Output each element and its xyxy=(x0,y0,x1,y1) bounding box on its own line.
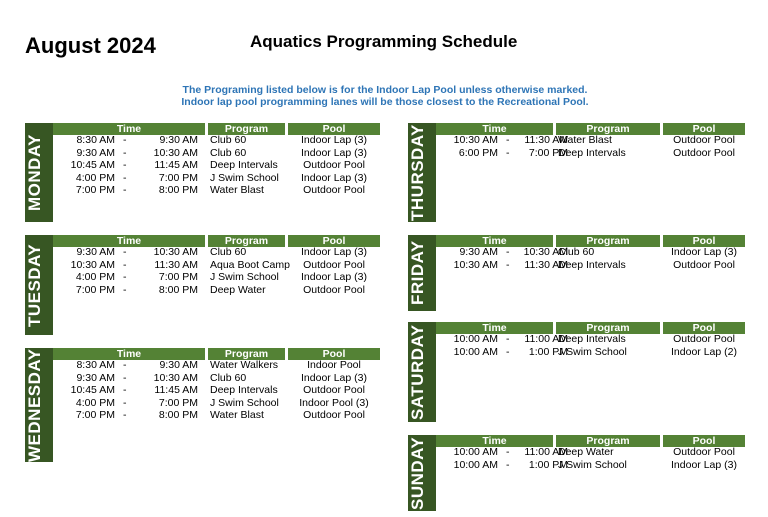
pool-name: Indoor Lap (3) xyxy=(301,134,367,146)
end-time: 10:30 AM xyxy=(153,146,198,159)
start-time: 4:00 PM xyxy=(75,396,115,409)
program-name: Deep Intervals xyxy=(558,258,626,271)
column-header-time: Time xyxy=(53,235,205,247)
time-dash: - xyxy=(506,345,510,358)
end-time: 8:00 PM xyxy=(158,184,198,196)
end-time: 10:30 AM xyxy=(523,246,568,258)
start-time: 4:00 PM xyxy=(75,171,115,184)
start-time: 6:00 PM xyxy=(458,146,498,159)
column-header-time: Time xyxy=(436,322,553,334)
start-time: 9:30 AM xyxy=(76,371,115,384)
column-header-time: Time xyxy=(436,235,553,247)
end-time: 10:30 AM xyxy=(153,371,198,384)
end-time: 7:00 PM xyxy=(158,396,198,409)
end-time: 11:00 AM xyxy=(524,333,568,345)
end-time: 11:00 AM xyxy=(524,446,568,458)
end-time: 9:30 AM xyxy=(159,359,198,371)
start-time: 4:00 PM xyxy=(75,271,115,283)
column-header-time: Time xyxy=(436,123,553,135)
program-name: Club 60 xyxy=(210,246,247,258)
column-header-time: Time xyxy=(436,435,553,447)
program-name: Water Walkers xyxy=(210,359,279,371)
column-header-time: Time xyxy=(53,348,205,360)
time-dash: - xyxy=(123,159,127,171)
column-header-program: Program xyxy=(556,322,660,334)
pool-name: Indoor Lap (3) xyxy=(671,458,737,471)
start-time: 8:30 AM xyxy=(76,359,115,371)
time-dash: - xyxy=(506,333,510,345)
program-name: Deep Water xyxy=(210,283,266,296)
program-name: Water Blast xyxy=(558,134,612,146)
time-dash: - xyxy=(123,246,127,258)
end-time: 7:00 PM xyxy=(158,271,198,283)
day-label: SATURDAY xyxy=(408,322,436,422)
end-time: 11:45 AM xyxy=(154,159,198,171)
pool-name: Indoor Lap (2) xyxy=(671,345,737,358)
pool-name: Outdoor Pool xyxy=(673,446,735,458)
column-header-pool: Pool xyxy=(663,322,745,334)
time-dash: - xyxy=(123,384,127,396)
end-time: 8:00 PM xyxy=(158,409,198,421)
column-header-pool: Pool xyxy=(663,235,745,247)
program-name: Club 60 xyxy=(210,134,247,146)
end-time: 9:30 AM xyxy=(159,134,198,146)
time-dash: - xyxy=(123,359,127,371)
time-dash: - xyxy=(506,134,510,146)
pool-name: Outdoor Pool xyxy=(673,134,735,146)
end-time: 11:45 AM xyxy=(154,384,198,396)
pool-name: Outdoor Pool xyxy=(303,384,365,396)
pool-name: Indoor Lap (3) xyxy=(301,271,367,283)
program-name: Water Blast xyxy=(210,409,264,421)
note-line-2: Indoor lap pool programming lanes will be those closest to the Recreational Pool. xyxy=(181,96,589,108)
pool-name: Outdoor Pool xyxy=(303,184,365,196)
start-time: 10:45 AM xyxy=(70,159,115,171)
time-dash: - xyxy=(123,271,127,283)
program-name: Deep Intervals xyxy=(558,333,626,345)
start-time: 7:00 PM xyxy=(75,409,115,421)
start-time: 8:30 AM xyxy=(76,134,115,146)
day-label: MONDAY xyxy=(25,123,53,222)
time-dash: - xyxy=(123,146,127,159)
end-time: 11:30 AM xyxy=(524,258,568,271)
start-time: 9:30 AM xyxy=(76,146,115,159)
column-header-pool: Pool xyxy=(663,123,745,135)
note-line-1: The Programing listed below is for the Indoor Lap Pool unless otherwise marked. xyxy=(182,84,588,96)
time-dash: - xyxy=(123,258,127,271)
end-time: 7:00 PM xyxy=(158,171,198,184)
program-name: Club 60 xyxy=(210,371,247,384)
column-header-program: Program xyxy=(556,235,660,247)
pool-name: Indoor Lap (3) xyxy=(671,246,737,258)
page-title: Aquatics Programming Schedule xyxy=(250,32,518,51)
time-dash: - xyxy=(123,396,127,409)
start-time: 10:00 AM xyxy=(453,333,498,345)
column-header-pool: Pool xyxy=(288,123,380,135)
program-name: Water Blast xyxy=(210,184,264,196)
column-header-time: Time xyxy=(53,123,205,135)
day-label: SUNDAY xyxy=(408,435,436,511)
program-name: Club 60 xyxy=(558,246,595,258)
pool-name: Outdoor Pool xyxy=(673,333,735,345)
start-time: 10:00 AM xyxy=(453,345,498,358)
pool-name: Indoor Lap (3) xyxy=(301,371,367,384)
program-name: J Swim School xyxy=(210,171,279,184)
end-time: 11:30 AM xyxy=(154,258,198,271)
time-dash: - xyxy=(506,146,510,159)
start-time: 10:30 AM xyxy=(453,134,498,146)
day-label: WEDNESDAY xyxy=(25,348,53,462)
start-time: 10:00 AM xyxy=(453,458,498,471)
pool-name: Outdoor Pool xyxy=(303,258,365,271)
pool-name: Indoor Lap (3) xyxy=(301,171,367,184)
column-header-program: Program xyxy=(556,123,660,135)
start-time: 7:00 PM xyxy=(75,283,115,296)
start-time: 10:30 AM xyxy=(70,258,115,271)
end-time: 10:30 AM xyxy=(153,246,198,258)
time-dash: - xyxy=(123,134,127,146)
pool-name: Outdoor Pool xyxy=(673,146,735,159)
end-time: 1:00 PM xyxy=(528,345,568,358)
pool-name: Indoor Lap (3) xyxy=(301,246,367,258)
column-header-program: Program xyxy=(208,348,285,360)
time-dash: - xyxy=(506,446,510,458)
end-time: 8:00 PM xyxy=(158,283,198,296)
column-header-program: Program xyxy=(556,435,660,447)
program-name: Club 60 xyxy=(210,146,247,159)
column-header-program: Program xyxy=(208,235,285,247)
day-label: THURSDAY xyxy=(408,123,436,222)
time-dash: - xyxy=(123,409,127,421)
start-time: 10:30 AM xyxy=(453,258,498,271)
day-label: FRIDAY xyxy=(408,235,436,311)
month-title: August 2024 xyxy=(25,33,156,58)
start-time: 7:00 PM xyxy=(75,184,115,196)
time-dash: - xyxy=(506,458,510,471)
pool-name: Indoor Pool (3) xyxy=(299,396,369,409)
pool-name: Outdoor Pool xyxy=(673,258,735,271)
program-name: Deep Water xyxy=(558,446,614,458)
column-header-program: Program xyxy=(208,123,285,135)
time-dash: - xyxy=(123,283,127,296)
program-name: J Swim School xyxy=(558,458,627,471)
start-time: 10:45 AM xyxy=(70,384,115,396)
start-time: 9:30 AM xyxy=(76,246,115,258)
program-name: J Swim School xyxy=(210,271,279,283)
day-label: TUESDAY xyxy=(25,235,53,335)
end-time: 7:00 PM xyxy=(528,146,568,159)
program-name: Deep Intervals xyxy=(558,146,626,159)
time-dash: - xyxy=(506,258,510,271)
end-time: 1:00 PM xyxy=(528,458,568,471)
column-header-pool: Pool xyxy=(288,235,380,247)
start-time: 10:00 AM xyxy=(453,446,498,458)
time-dash: - xyxy=(123,184,127,196)
start-time: 9:30 AM xyxy=(459,246,498,258)
pool-name: Outdoor Pool xyxy=(303,409,365,421)
column-header-pool: Pool xyxy=(288,348,380,360)
time-dash: - xyxy=(506,246,510,258)
pool-name: Indoor Lap (3) xyxy=(301,146,367,159)
column-header-pool: Pool xyxy=(663,435,745,447)
time-dash: - xyxy=(123,371,127,384)
program-name: Aqua Boot Camp xyxy=(210,258,290,271)
pool-name: Outdoor Pool xyxy=(303,283,365,296)
program-name: Deep Intervals xyxy=(210,384,278,396)
program-name: Deep Intervals xyxy=(210,159,278,171)
end-time: 11:30 AM xyxy=(524,134,568,146)
program-name: J Swim School xyxy=(210,396,279,409)
pool-name: Outdoor Pool xyxy=(303,159,365,171)
program-name: J Swim School xyxy=(558,345,627,358)
pool-name: Indoor Pool xyxy=(307,359,361,371)
time-dash: - xyxy=(123,171,127,184)
